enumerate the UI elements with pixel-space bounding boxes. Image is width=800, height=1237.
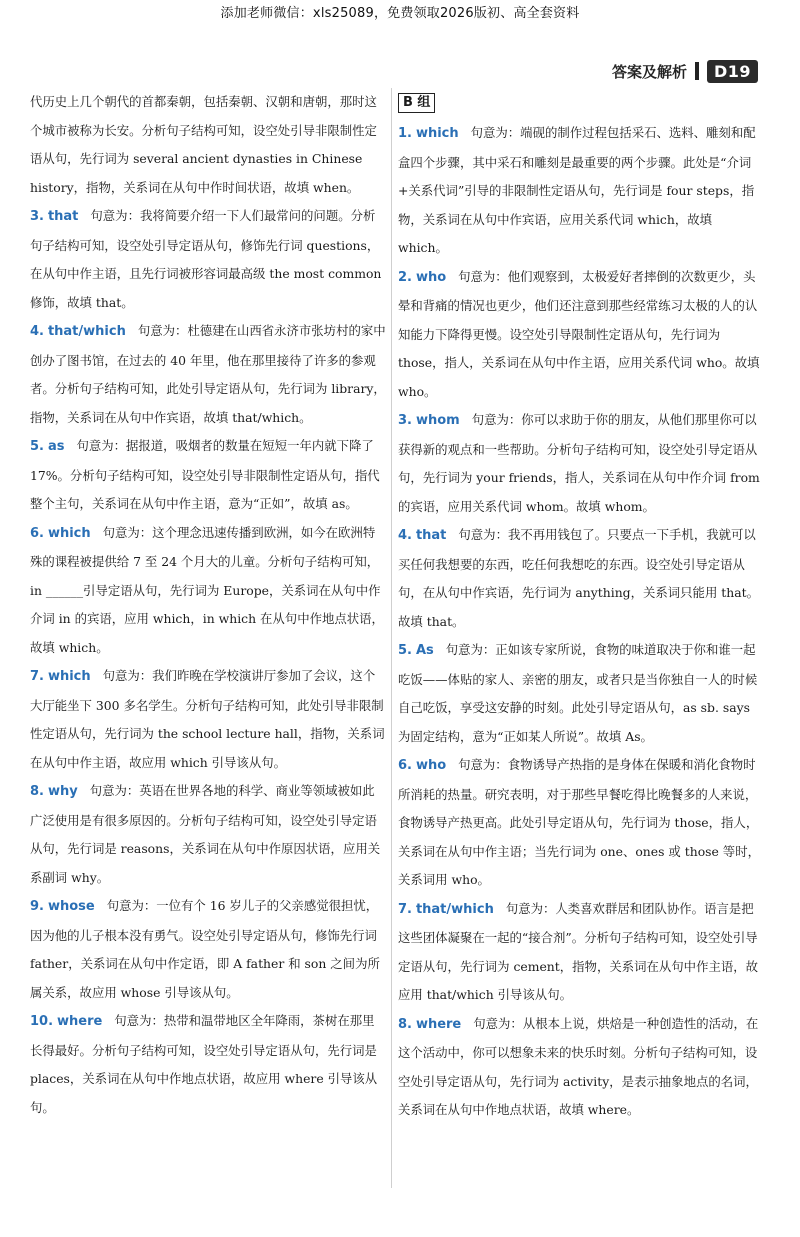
item-answer: why (47, 784, 78, 799)
item-answer: who (415, 269, 447, 285)
item-answer: whose (47, 899, 95, 914)
answer-item (398, 263, 760, 407)
item-explanation: 句意为：你可以求助于你的朋友，从他们那里你可以获得新的观点和一些帮助。分析句子结构可知，设空处引导定语从句，先行词为 your friends，指人，关系词在从句中作介词 from 的宾语，应用关系代词 whom。故填 whom。 (398, 412, 760, 514)
item-number: 5. (398, 643, 412, 658)
item-number: 8. (398, 1016, 412, 1032)
column-divider (391, 88, 392, 1188)
item-number: 7. (30, 669, 44, 684)
answer-item (30, 1007, 386, 1122)
item-number: 7. (398, 901, 412, 917)
item-explanation: 句意为：热带和温带地区全年降雨，茶树在那里长得最好。分析句子结构可知，设空处引导定语从句，先行词是 places，关系词在从句中作地点状语，故应用 where 引导该从句。 (30, 1013, 378, 1115)
header-title: 答案及解析 (611, 62, 687, 81)
item-answer: where (56, 1014, 103, 1029)
item-explanation: 句意为：人类喜欢群居和团队协作。语言是把这些团体凝聚在一起的“接合剂”。分析句子结构可知，设空处引导定语从句，先行词为 cement，指物，关系词在从句中作主语，故应用 that/which 引导该从句。 (398, 900, 759, 1002)
item-number: 6. (30, 525, 44, 541)
answer-item (30, 777, 386, 892)
item-number: 4. (30, 324, 44, 339)
item-number: 9. (30, 899, 44, 914)
group-label: B 组 (398, 93, 435, 113)
answer-item (398, 406, 760, 521)
item-explanation: 句意为：正如该专家所说，食物的味道取决于你和谁一起吃饭——体贴的家人、亲密的朋友，或者只是当你独自一人的时候自己吃饭，享受这安静的时刻。此处引导定语从句，as sb. says 为固定结构，意为“正如某人所说”。故填 As。 (398, 642, 758, 744)
item-number: 3. (30, 209, 44, 224)
item-explanation: 句意为：食物诱导产热指的是身体在保暖和消化食物时所消耗的热量。研究表明，对于那些早餐吃得比晚餐多的人来说，食物诱导产热更高。此处引导定语从句，先行词为 those，指人，关系词在从句中作主语；当先行词为 one、ones 或 those 等时，关系词用 who。 (398, 757, 760, 887)
item-explanation: 句意为：这个理念迅速传播到欧洲，如今在欧洲特殊的课程被提供给 7 至 24 个月大的儿童。分析句子结构可知，in ______引导定语从句，先行词为 Europe，关系词在从句中作介词 in 的宾语，应用 which，in which 在从句中作地点状语，故填 which。 (30, 524, 384, 655)
item-number: 1. (398, 126, 412, 141)
answer-item (30, 88, 386, 202)
item-answer: that (415, 528, 447, 543)
item-answer: which (415, 126, 459, 141)
answer-item (398, 751, 760, 895)
item-explanation: 代历史上几个朝代的首都秦朝，包括秦朝、汉朝和唐朝，那时这个城市被称为长安。分析句子结构可知，设空处引导非限制性定语从句，先行词为 several ancient dynasties in Chinese history，指物，关系词在从句中作时间状语，故填 when。 (30, 94, 377, 195)
item-answer: that/which (415, 901, 494, 917)
answer-item (30, 662, 386, 777)
answer-item (30, 317, 386, 432)
item-number: 6. (398, 758, 412, 773)
answer-item (398, 636, 760, 751)
answer-item (30, 432, 386, 519)
item-number: 3. (398, 413, 412, 428)
item-explanation: 句意为：一位有个 16 岁儿子的父亲感觉很担忧，因为他的儿子根本没有勇气。设空处引导定语从句，修饰先行词 father，关系词在从句中作定语，即 A father 和 son 之间为所属关系，故应用 whose 引导该从句。 (30, 898, 380, 1000)
item-answer: who (415, 758, 447, 773)
item-answer: where (415, 1016, 462, 1032)
item-answer: that/which (47, 324, 126, 339)
answer-item (30, 892, 386, 1007)
item-answer: whom (415, 413, 460, 428)
right-items (398, 119, 760, 1125)
answer-item (398, 119, 760, 263)
item-answer: that (47, 209, 79, 224)
answer-item (30, 202, 386, 317)
item-explanation: 句意为：我不再用钱包了。只要点一下手机，我就可以买任何我想要的东西，吃任何我想吃的东西。设空处引导定语从句，在从句中作宾语，先行词为 anything，关系词只能用 that。故填 that。 (398, 527, 759, 629)
page-badge: D19 (707, 60, 758, 83)
answer-item (398, 1010, 760, 1125)
right-column (398, 88, 760, 1125)
answer-item (398, 895, 760, 1010)
left-column (30, 88, 386, 1122)
item-explanation: 句意为：杜德建在山西省永济市张坊村的家中创办了图书馆，在过去的 40 年里，他在那里接待了许多的参观者。分析句子结构可知，此处引导定语从句，先行词为 library，指物，关系词在从句中作宾语，故填 that/which。 (30, 323, 386, 425)
item-number: 5. (30, 439, 44, 454)
top-banner: 添加老师微信：xls25089，免费领取2026版初、高全套资料 (220, 6, 580, 21)
header-divider-bar (695, 62, 699, 80)
item-explanation: 句意为：我将简要介绍一下人们最常问的问题。分析句子结构可知，设空处引导定语从句，修饰先行词 questions，在从句中作主语，且先行词被形容词最高级 the most common 修饰，故填 that。 (30, 208, 382, 310)
item-answer: which (47, 525, 91, 541)
item-explanation: 句意为：据报道，吸烟者的数量在短短一年内就下降了 17%。分析句子结构可知，设空处引导非限制性定语从句，指代整个主句，关系词在从句中作主语，意为“正如”，故填 as。 (30, 438, 380, 511)
item-explanation: 句意为：端砚的制作过程包括采石、选料、雕刻和配盒四个步骤，其中采石和雕刻是最重要的两个步骤。此处是“介词+关系代词”引导的非限制性定语从句，先行词是 four steps，指物，关系词在从句中作宾语，应用关系代词 which，故填 which。 (398, 125, 756, 255)
item-number: 10. (30, 1014, 54, 1029)
item-explanation: 句意为：他们观察到，太极爱好者摔倒的次数更少，头晕和背痛的情况也更少，他们还注意到那些经常练习太极的人的认知能力下降得更慢。设空处引导限制性定语从句，先行词为 those，指人，关系词在从句中作主语，应用关系代词 who。故填 who。 (398, 268, 760, 399)
item-explanation: 句意为：英语在世界各地的科学、商业等领域被如此广泛使用是有很多原因的。分析句子结构可知，设空处引导定语从句，先行词是 reasons，关系词在从句中作原因状语，应用关系副词 why。 (30, 783, 381, 885)
item-explanation: 句意为：我们昨晚在学校演讲厅参加了会议，这个大厅能坐下 300 多名学生。分析句子结构可知，此处引导非限制性定语从句，先行词为 the school lecture hall，指物，关系词在从句中作主语，故应用 which 引导该从句。 (30, 668, 385, 770)
page-header (612, 58, 758, 84)
item-number: 4. (398, 528, 412, 543)
item-answer: which (47, 669, 91, 684)
answer-item (398, 521, 760, 636)
item-answer: as (47, 439, 65, 454)
item-explanation: 句意为：从根本上说，烘焙是一种创造性的活动，在这个活动中，你可以想象未来的快乐时刻。分析句子结构可知，设空处引导定语从句，先行词为 activity，是表示抽象地点的名词，关系词在从句中作地点状语，故填 where。 (398, 1015, 759, 1117)
answer-item (30, 519, 386, 663)
item-number: 8. (30, 784, 44, 799)
item-answer: As (415, 643, 434, 658)
item-number: 2. (398, 269, 412, 285)
